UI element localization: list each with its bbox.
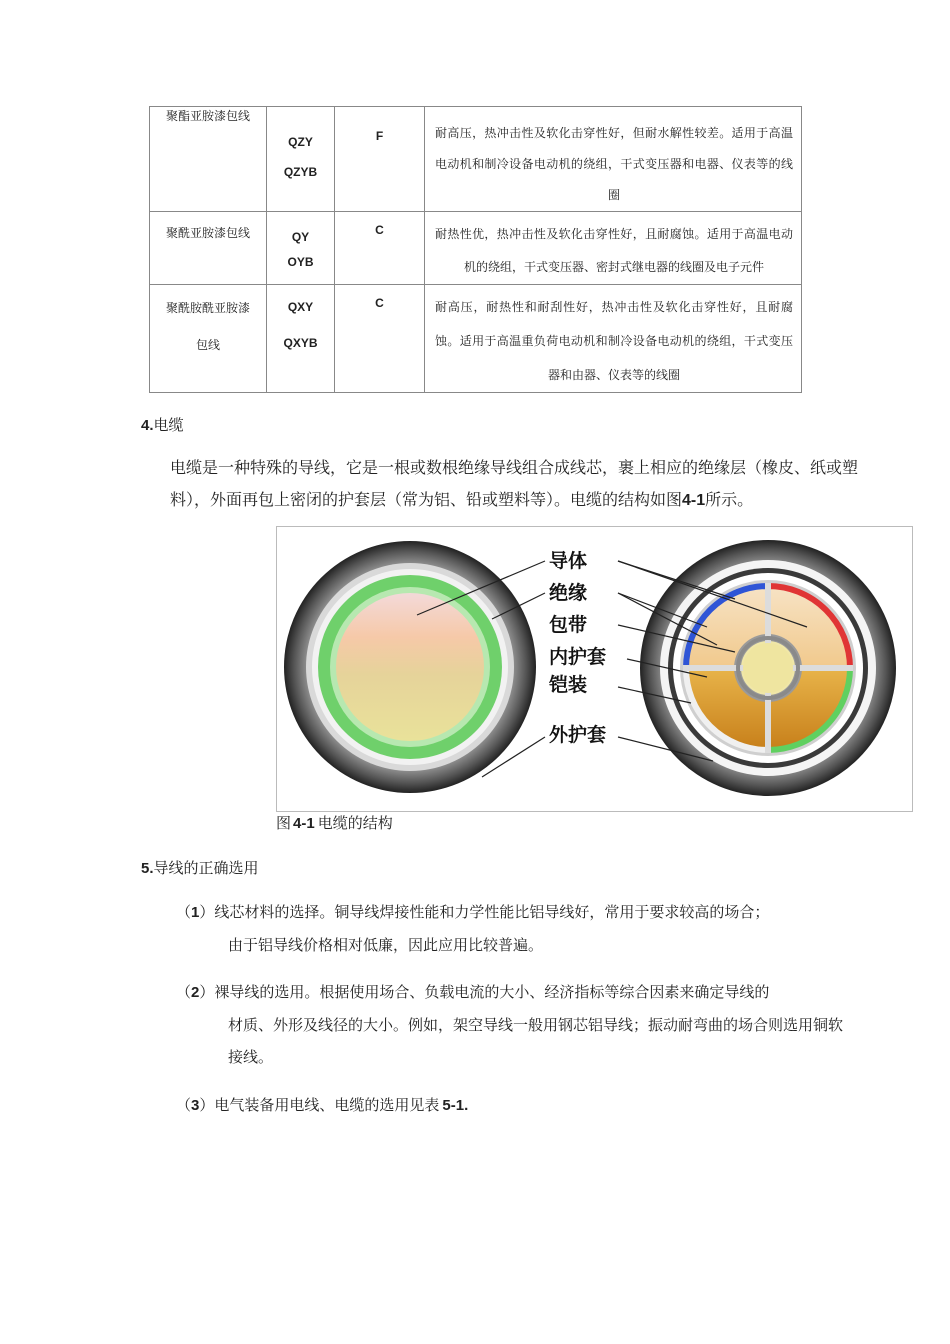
wire-desc-cell: 耐热性优，热冲击性及软化击穿性好，且耐腐蚀。适用于高温电动机的绕组，干式变压器、密封式继电器的线圈及电子元件 <box>425 212 802 285</box>
list-item: （2）裸导线的选用。根据使用场合、负载电流的大小、经济指标等综合因素来确定导线的 材质、外形及线径的大小。例如，架空导线一般用钢芯铝导线；振动耐弯曲的场合则选用铜软接线。 <box>176 983 844 1066</box>
label-outer-sheath: 外护套 <box>549 724 607 746</box>
heat-class-cell: C <box>335 285 425 393</box>
wire-desc-cell: 耐高压，热冲击性及软化击穿性好，但耐水解性较差。适用于高温电动机和制冷设备电动机的绕组，干式变压器和电器、仪表等的线圈 <box>425 107 802 212</box>
figure-caption: 图 4-1 电缆的结构 <box>276 814 393 832</box>
table-row <box>150 107 802 212</box>
label-armor: 铠装 <box>549 674 588 696</box>
label-conductor: 导体 <box>549 550 588 572</box>
single-core-cable <box>284 541 536 793</box>
label-insulation: 绝缘 <box>549 582 588 604</box>
label-inner-sheath: 内护套 <box>549 646 607 668</box>
wire-desc-cell: 耐高压，耐热性和耐刮性好，热冲击性及软化击穿性好，且耐腐蚀。适用于高温重负荷电动机和制冷设备电动机的绕组，干式变压器和由器、仪表等的线圈 <box>425 285 802 393</box>
section-heading: 4.电缆 <box>141 416 184 434</box>
table-row <box>150 285 802 393</box>
cable-structure-figure <box>276 526 913 812</box>
heat-class-cell: F <box>335 107 425 212</box>
heat-class-cell: C <box>335 212 425 285</box>
section-heading: 5.导线的正确选用 <box>141 859 259 877</box>
wire-table <box>149 106 802 393</box>
wire-name-cell: 聚酰亚胺漆包线 <box>150 212 267 285</box>
list-item: （1）线芯材料的选择。铜导线焊接性能和力学性能比铝导线好，常用于要求较高的场合； 由于铝导线价格相对低廉，因此应用比较普遍。 <box>176 903 770 954</box>
wire-code-cell: QXY QXYB <box>267 285 335 393</box>
paragraph: 电缆是一种特殊的导线，它是一根或数根绝缘导线组合成线芯，裹上相应的绝缘层（橡皮、纸或塑料），外面再包上密闭的护套层（常为铝、铅或塑料等）。电缆的结构如图4-1所示。 <box>170 458 859 509</box>
four-core-cable <box>640 540 896 796</box>
wire-code-cell: QY OYB <box>267 212 335 285</box>
wire-name-cell: 聚酯亚胺漆包线 <box>150 107 267 212</box>
label-tape: 包带 <box>549 614 588 636</box>
list-item: （3）电气装备用电线、电缆的选用见表 5-1. <box>176 1096 469 1114</box>
wire-code-cell: QZY QZYB <box>267 107 335 212</box>
wire-name-cell: 聚酰胺酰亚胺漆包线 <box>150 285 267 393</box>
table-row <box>150 212 802 285</box>
